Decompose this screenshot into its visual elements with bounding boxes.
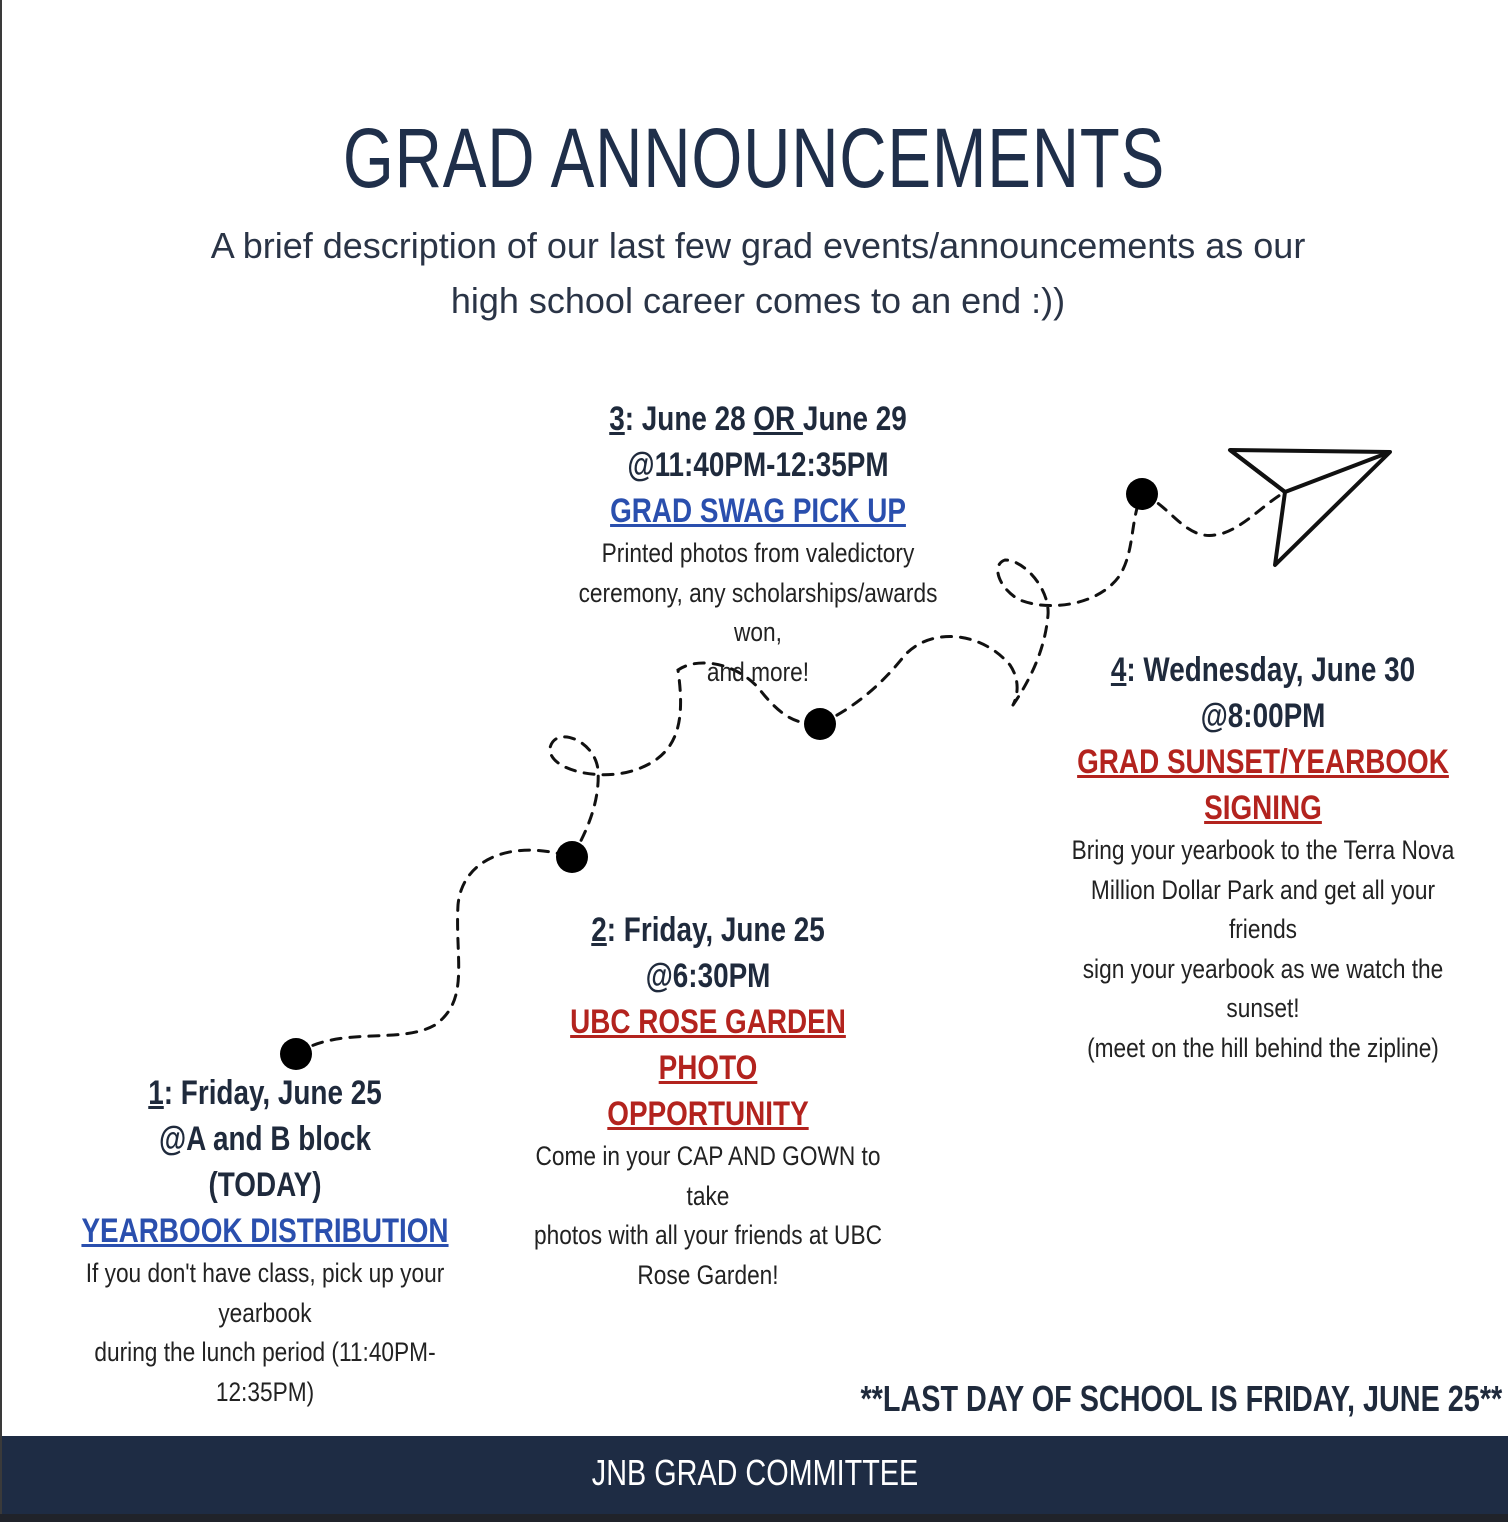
event-2-number: 2 [591,911,607,949]
footer-bar [2,1436,1508,1514]
event-3-title-link[interactable]: GRAD SWAG PICK UP [610,492,906,530]
event-3-desc-1: Printed photos from valedictory [601,538,915,568]
subtitle-line-1: A brief description of our last few grad events/announcements as our [210,225,1306,266]
event-1-time: @A and B block [158,1120,372,1158]
event-3-time: @11:40PM-12:35PM [627,446,889,484]
event-1-number: 1 [148,1074,164,1112]
timeline-dot-2 [556,841,588,873]
footer-label: JNB GRAD COMMITTEE [591,1452,919,1493]
event-2 [488,907,928,1295]
event-4-desc-1: Bring your yearbook to the Terra Nova [1071,835,1455,865]
event-2-desc-3: Rose Garden! [637,1259,779,1290]
event-4-date [1072,647,1454,693]
last-day-note: **LAST DAY OF SCHOOL IS FRIDAY, JUNE 25** [860,1378,1502,1419]
event-4-desc-3: sign your yearbook as we watch the sunset! [1082,953,1444,1023]
event-4-desc-2: Million Dollar Park and get all your friends [1090,874,1436,944]
event-1-today: (TODAY) [208,1166,322,1204]
event-3-desc-3: and more! [706,656,810,687]
event-2-date-text: : Friday, June 25 @6:30PM [606,911,825,995]
event-1 [10,1070,520,1412]
event-2-title-link-1[interactable]: UBC ROSE GARDEN PHOTO [570,1003,846,1087]
event-4 [1030,647,1496,1068]
event-2-title-link-2[interactable]: OPPORTUNITY [607,1095,809,1133]
bottom-strip [0,1514,1508,1522]
path-segment-2-3 [550,663,820,857]
event-3-date-b: June 29 [802,400,907,438]
event-4-title-link-1[interactable]: GRAD SUNSET/YEARBOOK [1077,743,1449,781]
paper-airplane-icon [1230,450,1390,565]
event-4-number: 4 [1110,651,1127,689]
timeline-dot-1 [280,1038,312,1070]
event-1-desc-1: If you don't have class, pick up your yearbook [85,1258,445,1328]
page-title: GRAD ANNOUNCEMENTS [342,111,1166,205]
event-3-date-a: : June 28 [624,400,754,438]
event-2-desc-2: photos with all your friends at UBC [534,1220,882,1250]
timeline-dot-3 [804,708,836,740]
event-1-desc-2: during the lunch period (11:40PM-12:35PM) [94,1337,436,1407]
event-2-date [528,907,889,999]
path-segment-4-plane [1142,492,1285,535]
event-2-desc-1: Come in your CAP AND GOWN to take [535,1141,881,1211]
event-3-date-or: OR [753,400,803,438]
event-4-title-link-2[interactable]: SIGNING [1204,789,1322,827]
event-4-desc-4: (meet on the hill behind the zipline) [1087,1032,1439,1063]
subtitle-line-2: high school career comes to an end :)) [450,280,1066,321]
event-3-number: 3 [609,400,625,438]
event-4-date-text: : Wednesday, June 30 [1126,651,1416,689]
event-1-title-link[interactable]: YEARBOOK DISTRIBUTION [81,1212,449,1250]
event-1-date [56,1070,474,1116]
event-4-time: @8:00PM [1200,697,1326,735]
event-3-desc-2: ceremony, any scholarships/awards won, [578,577,938,647]
event-3-date [579,396,937,442]
event-3 [540,396,976,692]
event-1-date-text: : Friday, June 25 [163,1074,382,1112]
timeline-dot-4 [1126,478,1158,510]
